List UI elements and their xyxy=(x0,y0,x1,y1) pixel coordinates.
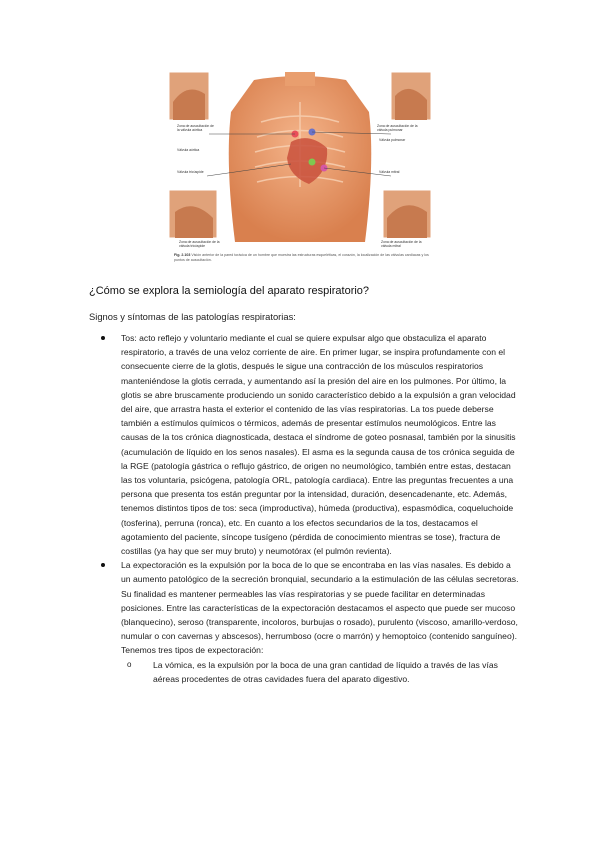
symptom-list xyxy=(89,331,519,686)
label-tricuspid-zone: Zona de auscultación de la válvula tricúspide xyxy=(179,240,220,248)
figure-caption-text: Visión anterior de la pared torácica de un hombre que muestra las estructuras esqueléticas, el corazón, la localización de las válvulas cardíacas y los puntos de auscultación. xyxy=(174,253,429,262)
figure-number: Fig. 2.103 xyxy=(174,253,191,257)
label-pulmonary-zone: Zona de auscultación de la válvula pulmonar xyxy=(377,124,418,132)
figure-caption xyxy=(174,253,430,262)
chest-auscultation-figure xyxy=(169,72,431,270)
label-pulmonary-valve: Válvula pulmonar xyxy=(379,138,406,142)
section-heading: ¿Cómo se explora la semiología del aparato respiratorio? xyxy=(89,285,370,297)
section-subheading: Signos y síntomas de las patologías respiratorias: xyxy=(89,311,296,322)
sub-list-item-text: La vómica, es la expulsión por la boca de una gran cantidad de líquido a través de las vías aéreas procedentes de otras cavidades fuera del aparato digestivo. xyxy=(153,659,498,684)
label-mitral-valve: Válvula mitral xyxy=(379,170,400,174)
label-tricuspid-valve: Válvula tricúspide xyxy=(177,170,204,174)
bullet-dot-icon xyxy=(101,563,105,567)
chest-illustration xyxy=(169,72,431,252)
bullet-dot-icon xyxy=(101,336,105,340)
sub-list-item xyxy=(121,658,519,686)
list-item-text: La expectoración es la expulsión por la boca de lo que se encontraba en las vías nasales. Es debido a un aumento patológico de la secreción bronquial, secundario a la estimulación de las células secretoras. Su finalidad es mantener permeables las vías respiratorias y se puede facilitar en determinadas posiciones. Entre las características de la expectoración destacamos el aspecto que puede ser mucoso (blanquecino), seroso (transparente, incoloros, burbujas o rosado), purulento (viscoso, amarillo-verdoso, numular o con cavernas y abscesos), herrumboso (ocre o marrón) y hemoptoico (contenido sanguíneo). Tenemos tres tipos de expectoración: xyxy=(121,560,519,656)
hollow-bullet-icon: o xyxy=(127,659,132,669)
list-item xyxy=(89,558,519,657)
list-item xyxy=(89,331,519,558)
list-item-text: Tos: acto reflejo y voluntario mediante el cual se quiere expulsar algo que obstaculiza el aparato respiratorio, a través de una veloz corriente de aire. En primer lugar, se inspira profundamente con el consecuente cierre de la glotis, después le sigue una contracción de los músculos respiratorios manteniéndose la glotis cerrada, y aumentando así la presión del aire en los pulmones. Por último, la glotis se abre bruscamente produciendo un sonido característico debido a la expulsión a gran velocidad del aire, que arrastra hasta el exterior el contenido de las vías respiratorias. La tos puede deberse también a estímulos químicos o térmicos, además de presentar estímulos neumológicos. Entre las causas de la tos crónica diagnosticada, destaca el síndrome de goteo posnasal, también por la sinusitis (acumulación de líquido en los senos nasales). El asma es la segunda causa de tos crónica seguida de la RGE (patología gástrica o reflujo gástrico, de origen no neumológico, también entre estas, destacan las tos voluntaria, psicógena, patología ORL, patología cardiaca). Entre las preguntas frecuentes a una persona que presenta tos están preguntar por la intensidad, duración, desencadenante, etc. Además, tenemos distintos tipos de tos: seca (improductiva), húmeda (productiva), espasmódica, coqueluchoide (tosferina), perruna (ronca), etc. En cuanto a los efectos secundarios de la tos, destacamos el agotamiento del paciente, síncope tusígeno (pérdida de conocimiento mientras se tose), fractura de costillas (ya hay que ser muy bruto) y neumotórax (el pulmón revienta). xyxy=(121,333,516,557)
label-aortic-valve: Válvula aórtica xyxy=(177,148,200,152)
label-mitral-zone: Zona de auscultación de la válvula mitral xyxy=(381,240,422,248)
label-aortic-zone: Zona de auscultación de la válvula aórtica xyxy=(177,124,214,132)
